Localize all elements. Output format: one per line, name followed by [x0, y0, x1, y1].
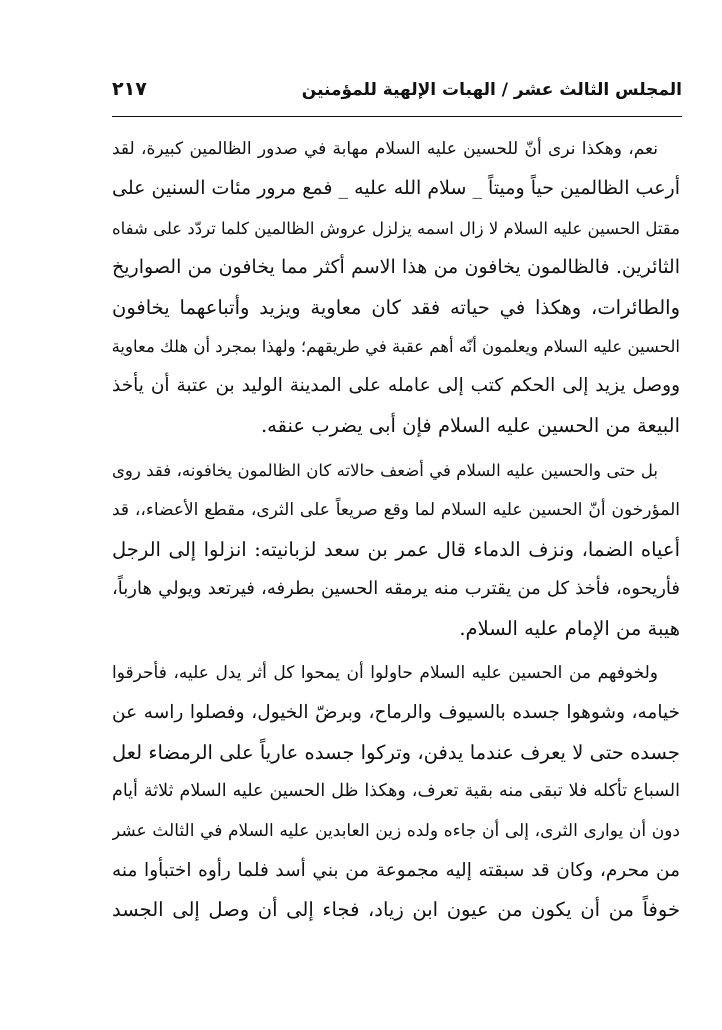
page-number: ٢١٧ [112, 78, 147, 100]
text-line: ولخوفهم من الحسين عليه السلام حاولوا أن يمحوا كل أثر يدل عليه، فأحرقوا [112, 663, 658, 684]
text-line: من محرم، وكان قد سبقته إليه مجموعة من بني أسد فلما رأوه اختبأوا منه [112, 860, 680, 882]
text-line: المؤرخون أنّ الحسين عليه السلام لما وقع صريعاً على الثرى، مقطع الأعضاء،، قد [112, 499, 680, 520]
text-line: البيعة من الحسين عليه السلام فإن أبى يضرب عنقه. [260, 413, 680, 437]
text-line: السباع تأكله فلا تبقى منه بقية تعرف، وهكذا ظل الحسين عليه السلام ثلاثة أيام [112, 781, 680, 802]
page-body [112, 130, 680, 930]
text-line: أرعب الظالمين حياً وميتاً _ سلام الله عليه _ فمع مرور مئات السنين على [112, 177, 680, 200]
running-title: المجلس الثالث عشر / الهبات الإلهية للمؤمنين [301, 80, 682, 100]
paragraph [112, 654, 680, 930]
page-header [112, 74, 682, 114]
paragraph [112, 451, 680, 648]
text-line: خيامه، وشوهوا جسده بالسيوف والرماح، وبرضّ الخيول، وفصلوا راسه عن [112, 702, 680, 724]
text-line: الحسين عليه السلام ويعلمون أنّه أهم عقبة في طريقهم؛ ولهذا بمجرد أن هلك معاوية [112, 336, 680, 356]
text-line: فأريحوه، فأخذ كل من يقترب منه يرمقه الحسين بطرفه، فيرتعد ويولي هارباً، [112, 578, 680, 600]
text-line: دون أن يوارى الثرى، إلى أن جاءه ولده زين العابدين عليه السلام في الثالث عشر [112, 820, 680, 841]
text-line: خوفاً من أن يكون من عيون ابن زياد، فجاء إلى أن وصل إلى الجسد [112, 898, 680, 922]
text-line: أعياه الضما، ونزف الدماء قال عمر بن سعد لزبانيته: انزلوا إلى الرجل [112, 537, 680, 561]
paragraph [112, 130, 680, 445]
text-line: الثائرين. فالظالمون يخافون من هذا الاسم أكثر مما يخافون من الصواريخ [112, 256, 680, 279]
text-line: مقتل الحسين عليه السلام لا زال اسمه يزلزل عروش الظالمين كلما تردّد على شفاه [112, 218, 680, 238]
text-line: هيبة من الإمام عليه السلام. [459, 616, 680, 640]
text-line: نعم، وهكذا نرى أنّ للحسين عليه السلام مهابة في صدور الظالمين كبيرة، لقد [112, 139, 658, 159]
text-line: بل حتى والحسين عليه السلام في أضعف حالاته كان الظالمون يخافونه، فقد روى [112, 461, 658, 481]
text-line: جسده حتى لا يعرف عندما يدفن، وتركوا جسده عارياً على الرمضاء لعل [112, 740, 680, 764]
header-rule [112, 116, 682, 117]
text-line: ووصل يزيد إلى الحكم كتب إلى عامله على المدينة الوليد بن عتبة أن يأخذ [112, 375, 680, 397]
text-line: والطائرات، وهكذا في حياته فقد كان معاوية ويزيد وأتباعهما يخافون [112, 295, 680, 319]
